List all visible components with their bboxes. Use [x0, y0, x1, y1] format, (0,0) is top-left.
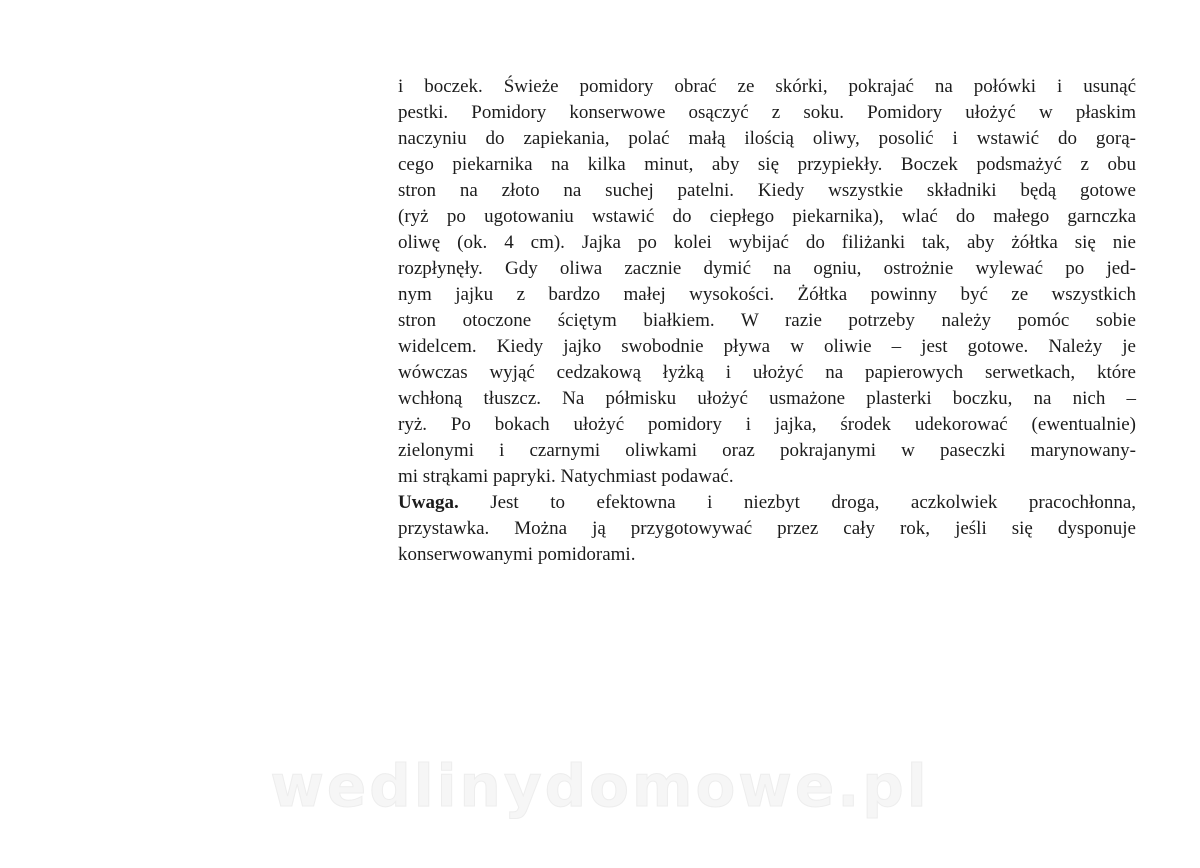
text-line: nym jajku z bardzo małej wysokości. Żółtka powinny być ze wszystkich [398, 284, 1136, 305]
note-text: Jest to efektowna i niezbyt droga, aczkolwiek pracochłonna, [458, 492, 1136, 513]
text-line: wchłoną tłuszcz. Na półmisku ułożyć usmażone plasterki boczku, na nich – [398, 388, 1136, 409]
text-line: przystawka. Można ją przygotowywać przez cały rok, jeśli się dysponuje [398, 518, 1136, 539]
text-line: pestki. Pomidory konserwowe osączyć z soku. Pomidory ułożyć w płaskim [398, 102, 1136, 123]
text-line: ryż. Po bokach ułożyć pomidory i jajka, środek udekorować (ewentualnie) [398, 414, 1136, 435]
text-line: i boczek. Świeże pomidory obrać ze skórki, pokrajać na połówki i usunąć [398, 76, 1136, 97]
text-line: mi strąkami papryki. Natychmiast podawać. [398, 466, 734, 487]
watermark: wedlinydomowe.pl [270, 752, 930, 820]
text-line: oliwę (ok. 4 cm). Jajka po kolei wybijać do filiżanki tak, aby żółtka się nie [398, 232, 1136, 253]
text-line: widelcem. Kiedy jajko swobodnie pływa w oliwie – jest gotowe. Należy je [398, 336, 1136, 357]
text-line: cego piekarnika na kilka minut, aby się przypiekły. Boczek podsmażyć z obu [398, 154, 1136, 175]
recipe-text [398, 74, 1136, 568]
note-label: Uwaga. [398, 492, 459, 513]
note-paragraph [398, 490, 1136, 568]
text-line: konserwowanymi pomidorami. [398, 544, 636, 565]
text-line: zielonymi i czarnymi oliwkami oraz pokrajanymi w paseczki marynowany- [398, 440, 1136, 461]
note-first-line [398, 490, 1136, 516]
recipe-paragraph [398, 74, 1136, 490]
text-line: rozpłynęły. Gdy oliwa zacznie dymić na ogniu, ostrożnie wylewać po jed- [398, 258, 1136, 279]
text-line: (ryż po ugotowaniu wstawić do ciepłego piekarnika), wlać do małego garnczka [398, 206, 1136, 227]
text-line: stron otoczone ściętym białkiem. W razie potrzeby należy pomóc sobie [398, 310, 1136, 331]
text-line: wówczas wyjąć cedzakową łyżką i ułożyć na papierowych serwetkach, które [398, 362, 1136, 383]
text-line: stron na złoto na suchej patelni. Kiedy wszystkie składniki będą gotowe [398, 180, 1136, 201]
text-line: naczyniu do zapiekania, polać małą ilością oliwy, posolić i wstawić do gorą- [398, 128, 1136, 149]
